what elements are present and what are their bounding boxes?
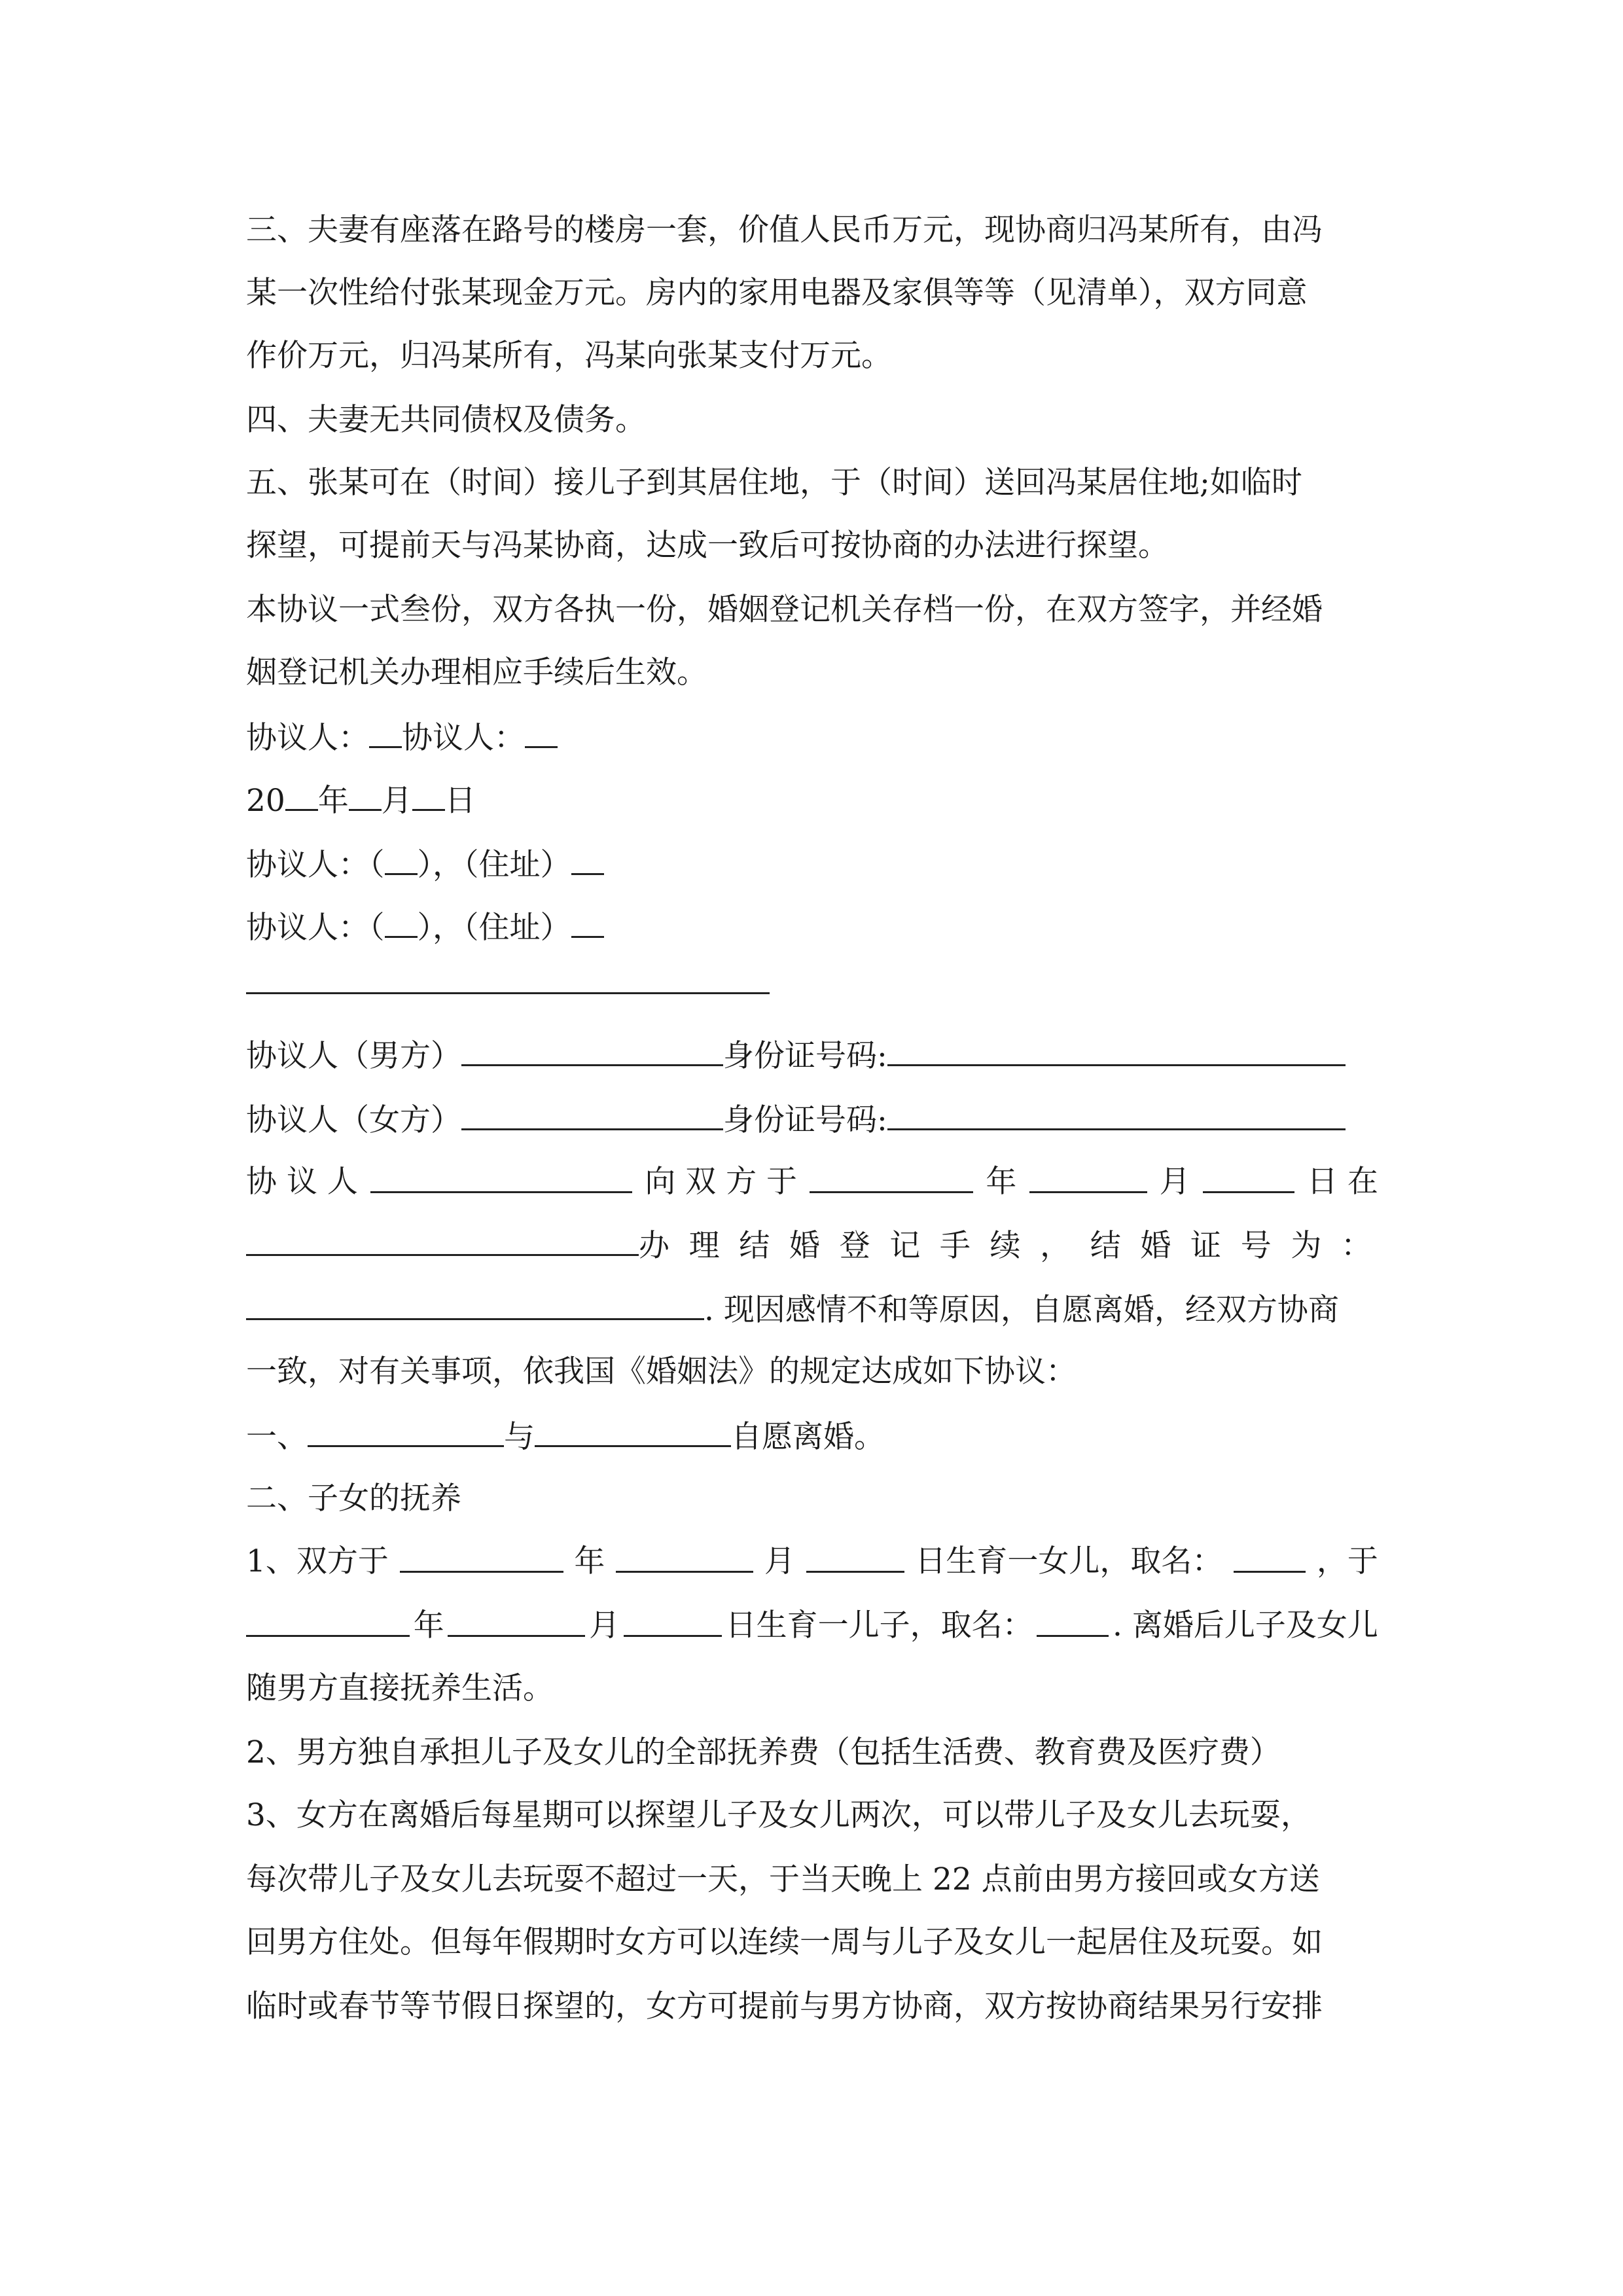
item-2-heading: 二、子女的抚养: [246, 1480, 461, 1516]
para3-line2: 某一次性给付张某现金万元。房内的家用电器及家俱等等（见清单），双方同意: [246, 275, 1308, 311]
child-3-line1: 3、女方在离婚后每星期可以探望儿子及女儿两次，可以带儿子及女儿去玩耍，: [246, 1797, 1311, 1833]
date-line: [246, 780, 1378, 821]
blank: [246, 1225, 639, 1256]
child-1-line2: [246, 1606, 1378, 1645]
copies-line2: 姻登记机关办理相应手续后生效。: [246, 655, 707, 691]
month-label: 月: [1159, 1164, 1190, 1200]
female-party-label: 协议人（女方）: [246, 1102, 461, 1138]
blank: [385, 844, 418, 875]
separator-rule: [246, 992, 770, 994]
male-party-label: 协议人（男方）: [246, 1038, 461, 1074]
blank: [571, 907, 604, 938]
child-3-line2: 每次带儿子及女儿去玩耍不超过一天，于当天晚上 22 点前由男方接回或女方送: [246, 1861, 1320, 1897]
child-1-line3: 随男方直接抚养生活。: [246, 1670, 554, 1706]
blank: [369, 717, 402, 748]
marriage-certificate-line: [246, 1225, 1378, 1266]
child-2-line: 2、男方独自承担儿子及女儿的全部抚养费（包括生活费、教育费及医疗费）: [246, 1734, 1281, 1770]
blank: [887, 1100, 1346, 1130]
blank: [246, 1289, 704, 1320]
id-number-label: 身份证号码:: [723, 1102, 887, 1138]
child-3-line3: 回男方住处。但每年假期时女方可以连续一周与儿子及女儿一起居住及玩耍。如: [246, 1924, 1323, 1960]
para5-line2: 探望，可提前天与冯某协商，达成一致后可按协商的办法进行探望。: [246, 528, 1169, 564]
copies-line1: 本协议一式叁份，双方各执一份，婚姻登记机关存档一份，在双方签字，并经婚: [246, 592, 1323, 628]
with-label: 与: [504, 1419, 535, 1455]
blank: [1234, 1542, 1306, 1573]
reason-line: [246, 1289, 1378, 1330]
divorce-voluntary-label: 自愿离婚。: [731, 1419, 885, 1455]
blank: [246, 1606, 410, 1637]
c1-prefix: 1、双方于: [246, 1543, 389, 1579]
item-1-line: [246, 1416, 1378, 1457]
party-address-label: ），（住址）: [417, 847, 571, 883]
blank: [370, 1162, 632, 1193]
marriage-registration-line: [246, 1162, 1378, 1202]
then-label: ，于: [1316, 1543, 1378, 1579]
blank: [810, 1162, 973, 1193]
child-3-line4: 临时或春节等节假日探望的，女方可提前与男方协商，双方按协商结果另行安排: [246, 1988, 1323, 2024]
to-both-label: 向 双 方 于: [645, 1164, 798, 1200]
blank: [616, 1542, 753, 1573]
sign-label-a: 协议人：: [246, 720, 369, 756]
blank: [1029, 1162, 1147, 1193]
date-year-label: 年: [317, 783, 349, 819]
party-address-label: ），（住址）: [417, 910, 571, 946]
blank: [1037, 1606, 1109, 1637]
date-month-label: 月: [381, 783, 412, 819]
year-label: 年: [574, 1543, 605, 1579]
blank: [412, 780, 445, 811]
blank: [624, 1606, 722, 1637]
son-born-label: 日生育一儿子，取名：: [725, 1607, 1033, 1643]
party-line-2: [246, 907, 1378, 948]
after-divorce-label: . 离婚后儿子及女儿: [1113, 1607, 1378, 1643]
male-party-line: [246, 1035, 1378, 1076]
month-label: 月: [589, 1607, 620, 1643]
female-party-line: [246, 1100, 1378, 1140]
blank: [887, 1035, 1346, 1066]
blank: [308, 1416, 504, 1447]
certificate-label: 办 理 结 婚 登 记 手 续 ， 结 婚 证 号 为 ：: [639, 1228, 1372, 1264]
para3-line3: 作价万元，归冯某所有，冯某向张某支付万元。: [246, 338, 892, 374]
year-label: 年: [986, 1164, 1017, 1200]
child-1-line1: [246, 1542, 1378, 1581]
blank: [461, 1100, 723, 1130]
para5-line1: 五、张某可在（时间）接儿子到其居住地，于（时间）送回冯某居住地;如临时: [246, 465, 1302, 501]
blank: [448, 1606, 585, 1637]
blank: [285, 780, 318, 811]
reason-text: . 现因感情不和等原因，自愿离婚，经双方协商: [704, 1292, 1339, 1328]
id-number-label: 身份证号码:: [723, 1038, 887, 1074]
signature-line: [246, 717, 1378, 758]
blank: [806, 1542, 904, 1573]
daughter-born-label: 日生育一女儿，取名：: [915, 1543, 1223, 1579]
blank: [349, 780, 382, 811]
party-label: 协议人：（: [246, 847, 385, 883]
day-label: 日 在: [1306, 1164, 1378, 1200]
para3-line1: 三、夫妻有座落在路号的楼房一套，价值人民币万元，现协商归冯某所有，由冯: [246, 212, 1323, 248]
party-line-1: [246, 844, 1378, 885]
blank: [525, 717, 558, 748]
blank: [400, 1542, 563, 1573]
blank: [461, 1035, 723, 1066]
date-day-label: 日: [444, 783, 476, 819]
blank: [535, 1416, 731, 1447]
blank: [571, 844, 604, 875]
party-label: 协议人：（: [246, 910, 385, 946]
date-prefix: 20: [246, 783, 285, 819]
blank: [1203, 1162, 1294, 1193]
blank: [385, 907, 418, 938]
month-label: 月: [764, 1543, 795, 1579]
item-1-number: 一、: [246, 1419, 308, 1455]
agreement-intro: 一致，对有关事项，依我国《婚姻法》的规定达成如下协议：: [246, 1354, 1077, 1390]
sign-label-b: 协议人：: [402, 720, 525, 756]
agreement-party-label: 协 议 人: [246, 1164, 358, 1200]
para4: 四、夫妻无共同债权及债务。: [246, 402, 646, 438]
year-label: 年: [413, 1607, 444, 1643]
